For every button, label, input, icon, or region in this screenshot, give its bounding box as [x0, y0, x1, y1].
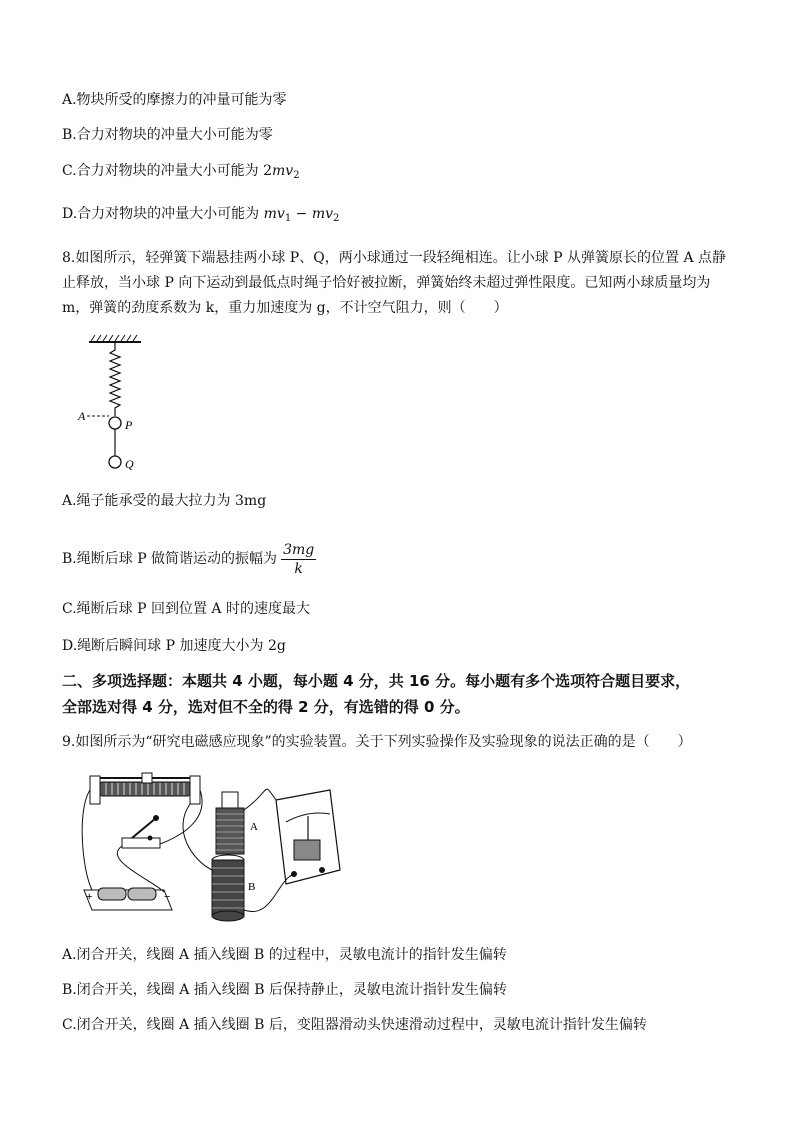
- q8-option-c: C.绳断后球 P 回到位置 A 时的速度最大: [62, 601, 310, 617]
- label-q: Q: [125, 457, 134, 471]
- q7-option-d-text: D.合力对物块的冲量大小可能为: [62, 206, 264, 222]
- label-p: P: [125, 418, 133, 432]
- ball-p: [109, 417, 121, 429]
- q7-option-d-minus: −: [291, 206, 312, 222]
- label-coil-a: A: [250, 821, 258, 833]
- q8-option-b-numerator: 3mg: [283, 541, 315, 558]
- ceiling-hatch: [91, 335, 137, 341]
- q8-option-b-fraction: [281, 541, 316, 578]
- section-2-line-2: 全部选对得 4 分，选对但不全的得 2 分，有选错的得 0 分。: [62, 698, 470, 716]
- q9-option-b: B.闭合开关，线圈 A 插入线圈 B 后保持静止，灵敏电流计指针发生偏转: [62, 982, 507, 998]
- q7-option-b: B.合力对物块的冲量大小可能为零: [62, 127, 273, 143]
- q7-option-c-sub: 2: [293, 170, 300, 181]
- spring: [110, 342, 120, 416]
- q8-stem: [62, 246, 732, 321]
- q8-option-b: [62, 539, 316, 579]
- galvanometer: [276, 790, 340, 884]
- q8-stem-line-2: 止释放，当小球 P 向下运动到最低点时绳子恰好被拉断，弹簧始终未超过弹性限度。已知两小球质量均为: [62, 275, 711, 291]
- q7-option-d: [62, 204, 339, 229]
- q9-option-a: A.闭合开关，线圈 A 插入线圈 B 的过程中，灵敏电流计的指针发生偏转: [62, 947, 507, 963]
- section-2-heading: [62, 668, 742, 720]
- q8-option-b-denominator: k: [294, 560, 303, 577]
- battery-plus-sign: +: [86, 891, 93, 903]
- q8-stem-line-3: m，弹簧的劲度系数为 k，重力加速度为 g，不计空气阻力，则（ ）: [62, 300, 508, 316]
- battery-minus-sign: −: [164, 891, 171, 903]
- q7-option-d-var1: mv: [263, 206, 285, 222]
- q8-spring-figure: [75, 330, 165, 475]
- label-a: A: [78, 409, 86, 423]
- battery: [84, 888, 172, 910]
- rheostat: [90, 773, 200, 804]
- ball-q: [109, 456, 121, 468]
- label-coil-b: B: [248, 881, 256, 893]
- knife-switch: [122, 815, 160, 848]
- q8-stem-line-1: 8.如图所示，轻弹簧下端悬挂两小球 P、Q，两小球通过一段轻绳相连。让小球 P 从弹簧原长的位置 A 点静: [62, 250, 727, 266]
- q8-option-d: D.绳断后瞬间球 P 加速度大小为 2g: [62, 638, 286, 654]
- q7-option-d-var2: mv: [311, 206, 334, 222]
- q7-option-a: A.物块所受的摩擦力的冲量可能为零: [62, 92, 287, 108]
- q7-option-d-sub2: 2: [333, 213, 340, 224]
- q9-option-c: C.闭合开关，线圈 A 插入线圈 B 后，变阻器滑动头快速滑动过程中，灵敏电流计指针发生偏转: [62, 1017, 647, 1033]
- q9-apparatus-figure: [72, 770, 347, 925]
- q7-option-c-text: C.合力对物块的冲量大小可能为 2: [62, 163, 273, 179]
- q7-option-c-var: mv: [272, 163, 294, 179]
- q7-option-d-sub1: 1: [284, 213, 292, 224]
- q7-option-c: [62, 161, 300, 186]
- section-2-line-1: 二、多项选择题：本题共 4 小题，每小题 4 分，共 16 分。每小题有多个选项符合题目要求，: [62, 672, 691, 690]
- q8-option-a: A.绳子能承受的最大拉力为 3mg: [62, 493, 267, 509]
- q9-stem: 9.如图所示为“研究电磁感应现象”的实验装置。关于下列实验操作及实验现象的说法正确的是（ ）: [62, 734, 692, 750]
- q8-option-b-text: B.绳断后球 P 做简谐运动的振幅为: [62, 551, 278, 567]
- coil-a: [216, 792, 258, 854]
